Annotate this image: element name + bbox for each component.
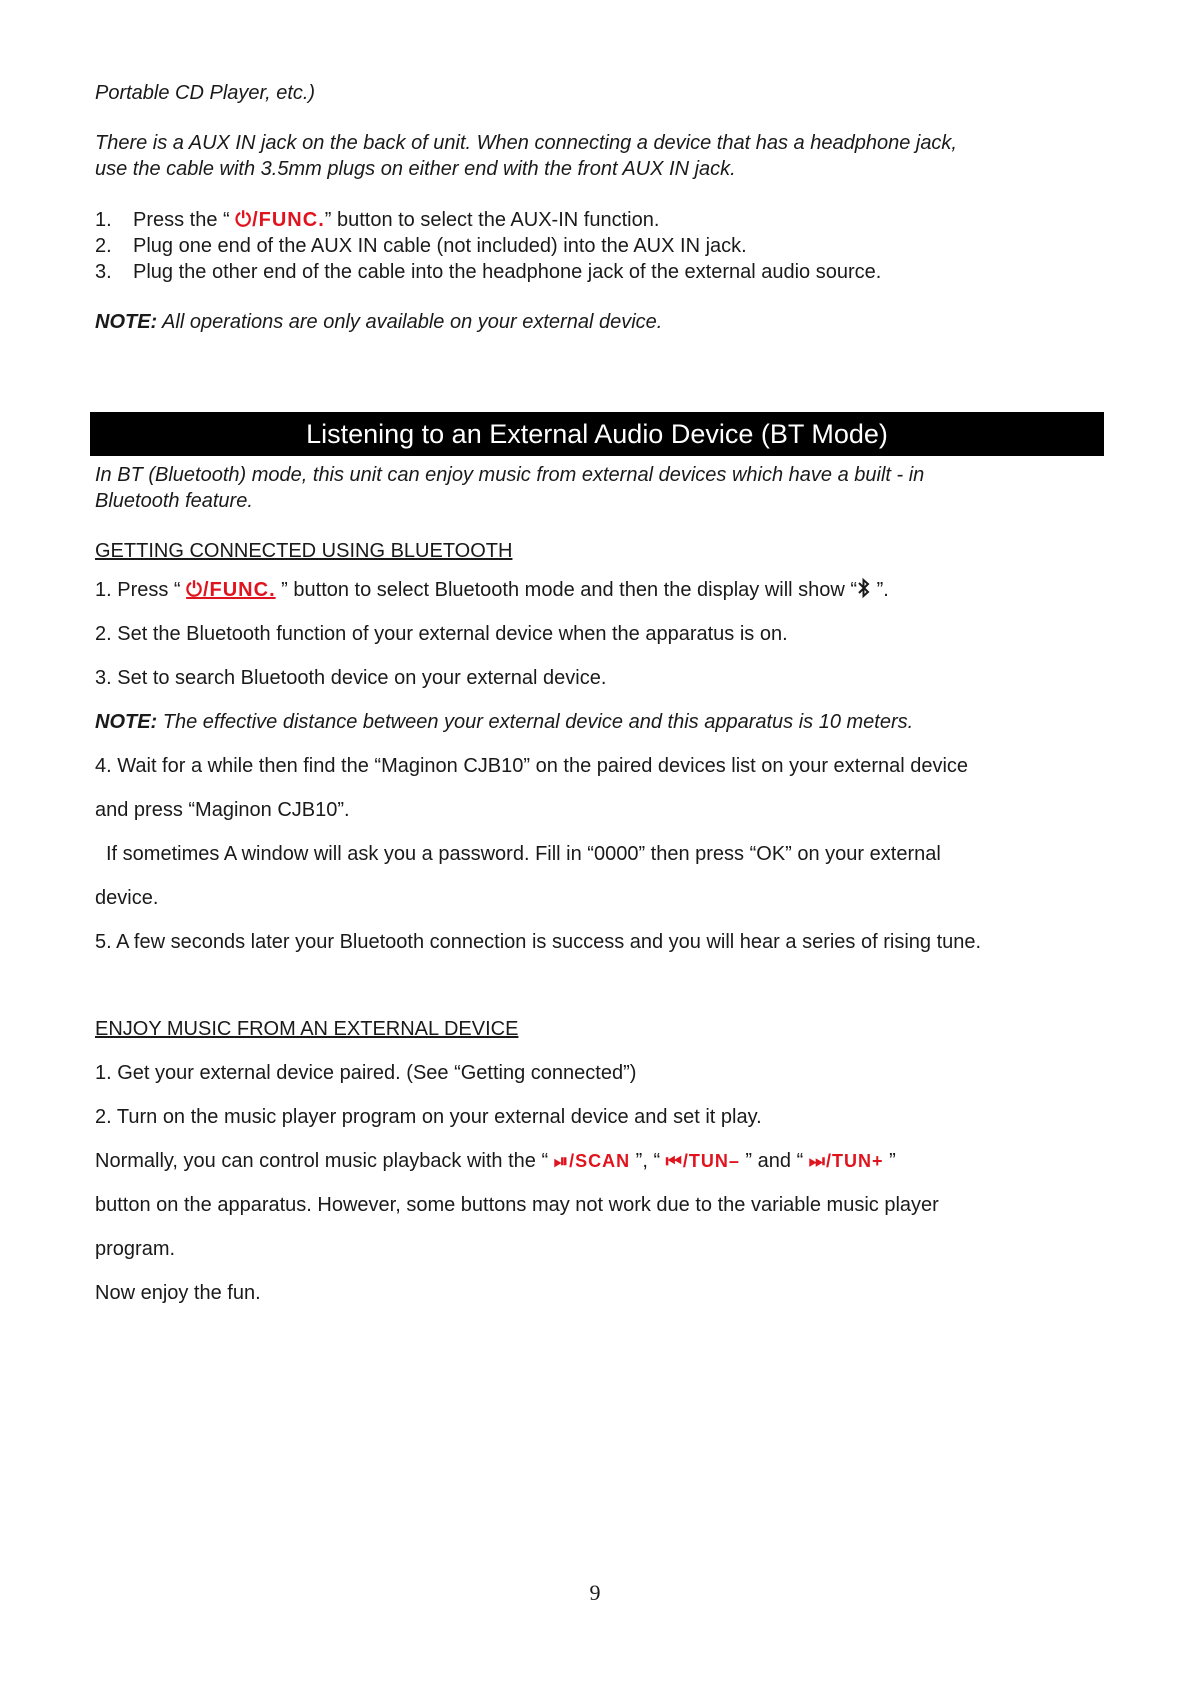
aux-step-2: 2. Plug one end of the AUX IN cable (not included) into the AUX IN jack.	[95, 235, 747, 257]
bt-intro-line-1: In BT (Bluetooth) mode, this unit can enjoy music from external devices which have a built - in	[95, 464, 925, 486]
play-scan-button-label: ⏯/SCAN	[553, 1151, 631, 1171]
enjoy-music-heading: ENJOY MUSIC FROM AN EXTERNAL DEVICE	[95, 1018, 519, 1040]
bluetooth-icon	[857, 578, 871, 605]
section-banner: Listening to an External Audio Device (BT Mode)	[90, 412, 1104, 456]
func-button-label: ⏻/FUNC.	[235, 209, 325, 231]
bt-intro-line-2: Bluetooth feature.	[95, 490, 253, 512]
aux-jack-note-line-2: use the cable with 3.5mm plugs on either end with the front AUX IN jack.	[95, 158, 736, 180]
prev-tune-button-label: ⏮/TUN–	[665, 1151, 740, 1171]
password-line-2: device.	[95, 887, 159, 909]
note-label: NOTE:	[95, 311, 158, 333]
bt-step-4-line-2: and press “Maginon CJB10”.	[95, 799, 350, 821]
aux-step-3: 3. Plug the other end of the cable into the headphone jack of the external audio source.	[95, 261, 882, 283]
step-number: 1.	[95, 209, 112, 231]
bt-step-5: 5. A few seconds later your Bluetooth connection is success and you will hear a series of rising tune.	[95, 931, 982, 953]
password-line-1: If sometimes A window will ask you a password. Fill in “0000” then press “OK” on your external	[106, 843, 941, 865]
music-step-2: 2. Turn on the music player program on your external device and set it play.	[95, 1106, 762, 1128]
func-button-label: ⏻/FUNC.	[186, 579, 276, 601]
page-number: 9	[589, 1580, 601, 1605]
bt-step-2: 2. Set the Bluetooth function of your external device when the apparatus is on.	[95, 623, 788, 645]
aux-jack-note-line-1: There is a AUX IN jack on the back of unit. When connecting a device that has a headphone jack,	[95, 132, 957, 154]
bt-step-4-line-1: 4. Wait for a while then find the “Maginon CJB10” on the paired devices list on your external device	[95, 755, 969, 777]
playback-line-2: button on the apparatus. However, some buttons may not work due to the variable music player	[95, 1194, 939, 1216]
getting-connected-heading: GETTING CONNECTED USING BLUETOOTH	[95, 540, 513, 562]
bt-step-1: 1. Press “ ⏻/FUNC. ” button to select Bluetooth mode and then the display will show “ ”.	[95, 577, 889, 605]
playback-line-3: program.	[95, 1238, 176, 1260]
aux-note: NOTE: All operations are only available on your external device.	[95, 311, 663, 333]
step-number: 3.	[95, 261, 112, 283]
distance-note: NOTE: The effective distance between your external device and this apparatus is 10 meters.	[95, 711, 914, 733]
aux-step-1: 1. Press the “ ⏻/FUNC.” button to select the AUX-IN function.	[95, 209, 660, 231]
intro-line: Portable CD Player, etc.)	[95, 82, 316, 104]
enjoy-line: Now enjoy the fun.	[95, 1282, 261, 1304]
bt-step-3: 3. Set to search Bluetooth device on your external device.	[95, 667, 607, 689]
step-number: 2.	[95, 235, 112, 257]
playback-control-line: Normally, you can control music playback with the “ ⏯/SCAN ”, “ ⏮/TUN– ” and “ ⏭/TUN+ ”	[95, 1150, 896, 1172]
next-tune-button-label: ⏭/TUN+	[808, 1151, 884, 1171]
note-label: NOTE:	[95, 711, 158, 733]
music-step-1: 1. Get your external device paired. (See “Getting connected”)	[95, 1062, 637, 1084]
